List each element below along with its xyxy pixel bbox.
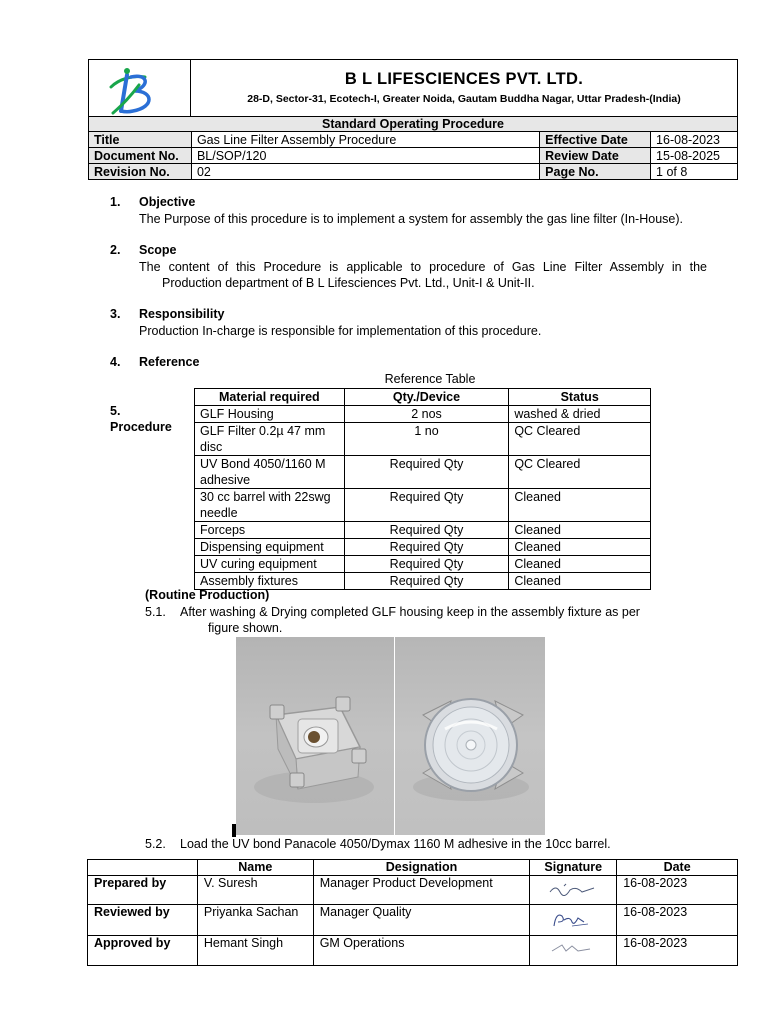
section-number: 4. (110, 355, 121, 369)
section-title: Responsibility (139, 307, 225, 321)
section-responsibility-heading (110, 307, 224, 321)
reference-table (194, 388, 651, 590)
status-cell: QC Cleared (509, 456, 651, 489)
designation-cell: GM Operations (313, 936, 530, 966)
step-5-1 (145, 604, 675, 620)
table-row (195, 456, 651, 489)
status-cell: Cleaned (509, 573, 651, 590)
table-row (195, 406, 651, 423)
qty-cell: Required Qty (344, 456, 509, 489)
column-header-material: Material required (195, 389, 345, 406)
table-row (195, 573, 651, 590)
status-cell: Cleaned (509, 556, 651, 573)
status-cell: Cleaned (509, 489, 651, 522)
bl-lifesciences-logo-icon (99, 63, 179, 117)
name-cell: Hemant Singh (197, 936, 313, 966)
document-info-table (88, 131, 738, 180)
scope-line-2: Production department of B L Lifesciences Pvt. Ltd., Unit-I & Unit-II. (162, 276, 535, 290)
step-text: Load the UV bond Panacole 4050/Dymax 1160 M adhesive in the 10cc barrel. (180, 837, 611, 851)
reference-table-caption: Reference Table (384, 372, 476, 386)
signature-cell (530, 876, 617, 905)
column-header-designation: Designation (313, 860, 530, 876)
objective-text: The Purpose of this procedure is to implement a system for assembly the gas line filter (In-House). (139, 212, 683, 226)
signature-cell (530, 905, 617, 936)
glf-filter-photo-bottom (395, 637, 545, 835)
signoff-table (87, 859, 738, 966)
signoff-header (88, 860, 738, 876)
designation-cell: Manager Product Development (313, 876, 530, 905)
table-row (88, 876, 738, 905)
table-row (88, 905, 738, 936)
section-title: Scope (139, 243, 177, 257)
review-date-value: 15-08-2025 (651, 148, 738, 164)
name-cell: Priyanka Sachan (197, 905, 313, 936)
sop-title: Standard Operating Procedure (88, 116, 738, 132)
status-cell: QC Cleared (509, 423, 651, 456)
table-row (195, 489, 651, 522)
scope-line-1: The content of this Procedure is applicable to procedure of Gas Line Filter Assembly in the (139, 260, 707, 274)
info-row (89, 148, 738, 164)
scope-text (139, 259, 707, 291)
signature-cell (530, 936, 617, 966)
section-title: Reference (139, 355, 200, 369)
table-row (195, 539, 651, 556)
logo-cell (89, 60, 191, 119)
qty-cell: 2 nos (344, 406, 509, 423)
review-date-label: Review Date (540, 148, 651, 164)
date-cell: 16-08-2023 (617, 876, 738, 905)
qty-cell: 1 no (344, 423, 509, 456)
table-row (195, 556, 651, 573)
routine-production-heading: (Routine Production) (145, 588, 270, 602)
section-number: 1. (110, 195, 121, 209)
column-header-name: Name (197, 860, 313, 876)
material-cell: Dispensing equipment (195, 539, 345, 556)
column-header-date: Date (617, 860, 738, 876)
section-number: 2. (110, 243, 121, 257)
qty-cell: Required Qty (344, 539, 509, 556)
qty-cell: Required Qty (344, 489, 509, 522)
designation-cell: Manager Quality (313, 905, 530, 936)
section-procedure-number: 5. (110, 404, 121, 418)
date-cell: 16-08-2023 (617, 936, 738, 966)
step-5-1-continuation: figure shown. (208, 621, 283, 635)
date-cell: 16-08-2023 (617, 905, 738, 936)
title-value: Gas Line Filter Assembly Procedure (191, 132, 539, 148)
responsibility-text: Production In-charge is responsible for implementation of this procedure. (139, 324, 542, 338)
material-cell: Forceps (195, 522, 345, 539)
handwritten-signature (542, 939, 602, 959)
effective-date-label: Effective Date (540, 132, 651, 148)
name-cell: V. Suresh (197, 876, 313, 905)
role-cell: Prepared by (88, 876, 198, 905)
material-cell: GLF Housing (195, 406, 345, 423)
section-objective-heading (110, 195, 195, 209)
material-cell: UV curing equipment (195, 556, 345, 573)
step-number: 5.1. (145, 605, 166, 619)
step-5-2 (145, 836, 611, 852)
status-cell: Cleaned (509, 539, 651, 556)
document-header (88, 59, 738, 120)
company-address: 28-D, Sector-31, Ecotech-I, Greater Noida, Gautam Buddha Nagar, Uttar Pradesh-(India) (247, 93, 681, 105)
qty-cell: Required Qty (344, 573, 509, 590)
section-procedure-title: Procedure (110, 420, 172, 434)
material-cell: 30 cc barrel with 22swg needle (195, 489, 345, 522)
role-cell: Approved by (88, 936, 198, 966)
section-reference-heading (110, 355, 199, 369)
table-row (88, 936, 738, 966)
section-number: 3. (110, 307, 121, 321)
table-row (195, 423, 651, 456)
section-title: Objective (139, 195, 196, 209)
page-no-label: Page No. (540, 164, 651, 180)
document-no-label: Document No. (89, 148, 192, 164)
section-scope-heading (110, 243, 177, 257)
role-cell: Reviewed by (88, 905, 198, 936)
glf-housing-photo-top (236, 637, 394, 835)
material-cell: Assembly fixtures (195, 573, 345, 590)
info-row (89, 132, 738, 148)
column-header-role (88, 860, 198, 876)
revision-no-value: 02 (191, 164, 539, 180)
status-cell: washed & dried (509, 406, 651, 423)
step-number: 5.2. (145, 837, 166, 851)
table-row (195, 522, 651, 539)
column-header-status: Status (509, 389, 651, 406)
step-text-line-1: After washing & Drying completed GLF housing keep in the assembly fixture as per (180, 605, 640, 619)
handwritten-signature (544, 908, 604, 932)
column-header-qty: Qty./Device (344, 389, 509, 406)
column-header-signature: Signature (530, 860, 617, 876)
qty-cell: Required Qty (344, 556, 509, 573)
qty-cell: Required Qty (344, 522, 509, 539)
effective-date-value: 16-08-2023 (651, 132, 738, 148)
material-cell: UV Bond 4050/1160 M adhesive (195, 456, 345, 489)
page-no-value: 1 of 8 (651, 164, 738, 180)
status-cell: Cleaned (509, 522, 651, 539)
title-label: Title (89, 132, 192, 148)
reference-table-header (195, 389, 651, 406)
revision-no-label: Revision No. (89, 164, 192, 180)
info-row (89, 164, 738, 180)
company-name: B L LIFESCIENCES PVT. LTD. (344, 70, 584, 88)
document-no-value: BL/SOP/120 (191, 148, 539, 164)
handwritten-signature (542, 880, 602, 900)
material-cell: GLF Filter 0.2µ 47 mm disc (195, 423, 345, 456)
